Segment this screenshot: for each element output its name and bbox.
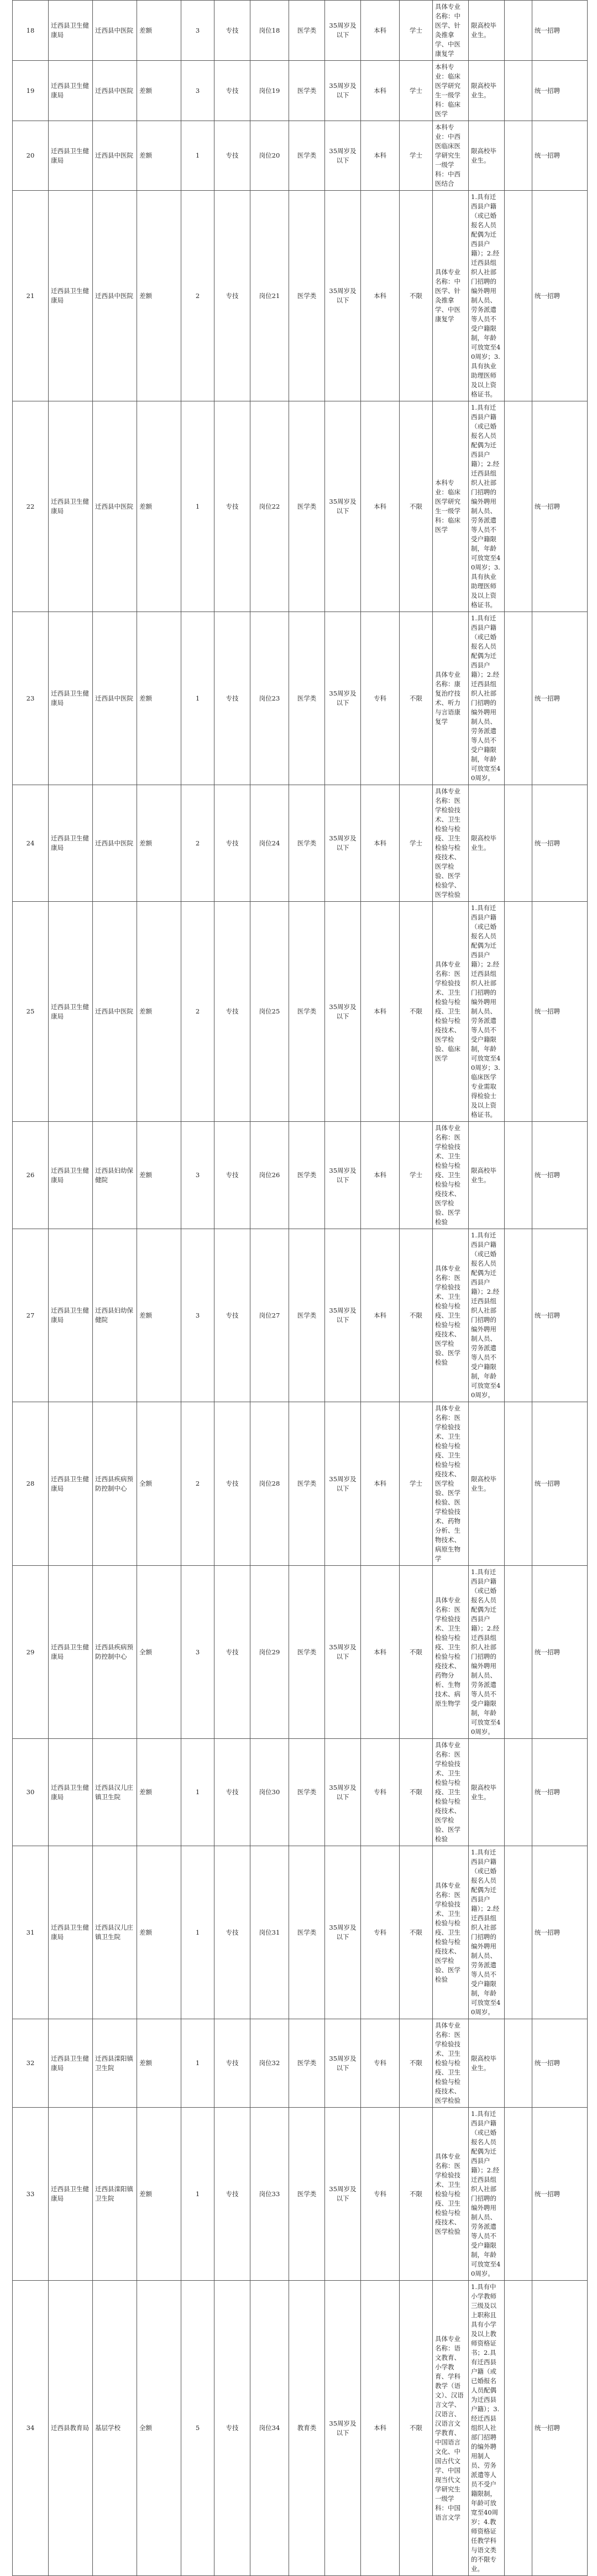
cell-category: 医学类: [289, 1229, 325, 1402]
cell-age: 35周岁及以下: [325, 785, 361, 902]
cell-funding: 全额: [137, 2281, 181, 2576]
cell-unit: 迁西县中医院: [93, 902, 137, 1122]
cell-category: 医学类: [289, 401, 325, 612]
table-body: [13, 1, 588, 2576]
cell-unit: 迁西县妇幼保健院: [93, 1229, 137, 1402]
cell-number: 26: [13, 1122, 49, 1229]
cell-age: 35周岁及以下: [325, 401, 361, 612]
cell-post-code: 岗位27: [250, 1229, 289, 1402]
cell-department: 迁西县卫生健康局: [49, 1122, 93, 1229]
cell-note: 统一招聘: [532, 1122, 588, 1229]
cell-funding: 差额: [137, 191, 181, 401]
cell-number: 21: [13, 191, 49, 401]
cell-degree: 不限: [400, 902, 433, 1122]
cell-post-code: 岗位18: [250, 1, 289, 61]
cell-number: 25: [13, 902, 49, 1122]
cell-category: 医学类: [289, 2019, 325, 2108]
cell-post-code: 岗位31: [250, 1846, 289, 2019]
cell-blank: [505, 902, 532, 1122]
cell-post-type: 专技: [214, 2108, 250, 2281]
cell-note: 统一招聘: [532, 1402, 588, 1566]
cell-post-code: 岗位24: [250, 785, 289, 902]
table-row: [13, 1739, 588, 1846]
cell-funding: 差额: [137, 121, 181, 191]
cell-education: 本科: [361, 401, 400, 612]
cell-post-type: 专技: [214, 401, 250, 612]
cell-count: 2: [181, 191, 214, 401]
cell-note: 统一招聘: [532, 612, 588, 785]
cell-post-type: 专技: [214, 1566, 250, 1739]
cell-funding: 差额: [137, 1739, 181, 1846]
cell-number: 24: [13, 785, 49, 902]
cell-education: 本科: [361, 1566, 400, 1739]
cell-other-requirements: 1.具有迁西县户籍（或已婚报名人员配偶为迁西县户籍）；2.经迁西县组织人社部门招聘的编外聘用制人员、劳务派遣等人员不受户籍限制，年龄可放宽至40周岁；3.具有执业助理医师及以上资格证书。: [469, 191, 505, 401]
cell-department: 迁西县卫生健康局: [49, 2019, 93, 2108]
cell-major: 本科专业：临床医学研究生一级学科：临床医学: [433, 401, 469, 612]
cell-other-requirements: 限高校毕业生。: [469, 1402, 505, 1566]
cell-number: 30: [13, 1739, 49, 1846]
cell-department: 迁西县卫生健康局: [49, 191, 93, 401]
cell-count: 1: [181, 2019, 214, 2108]
cell-category: 教育类: [289, 2281, 325, 2576]
cell-other-requirements: 限高校毕业生。: [469, 1, 505, 61]
cell-number: 22: [13, 401, 49, 612]
cell-post-type: 专技: [214, 121, 250, 191]
cell-age: 35周岁及以下: [325, 1846, 361, 2019]
cell-number: 27: [13, 1229, 49, 1402]
cell-department: 迁西县卫生健康局: [49, 1846, 93, 2019]
cell-degree: 不限: [400, 2019, 433, 2108]
cell-education: 本科: [361, 902, 400, 1122]
cell-education: 本科: [361, 785, 400, 902]
cell-unit: 迁西县汉儿庄镇卫生院: [93, 1846, 137, 2019]
cell-category: 医学类: [289, 785, 325, 902]
cell-funding: 差额: [137, 2108, 181, 2281]
cell-post-type: 专技: [214, 612, 250, 785]
cell-degree: 不限: [400, 401, 433, 612]
cell-department: 迁西县卫生健康局: [49, 2108, 93, 2281]
cell-degree: 学士: [400, 121, 433, 191]
cell-degree: 不限: [400, 1739, 433, 1846]
cell-post-code: 岗位28: [250, 1402, 289, 1566]
cell-blank: [505, 1, 532, 61]
cell-funding: 差额: [137, 1122, 181, 1229]
cell-education: 本科: [361, 1229, 400, 1402]
cell-post-type: 专技: [214, 2019, 250, 2108]
cell-post-type: 专技: [214, 61, 250, 121]
cell-other-requirements: 1.具有迁西县户籍（或已婚报名人员配偶为迁西县户籍）；2.经迁西县组织人社部门招聘的编外聘用制人员、劳务派遣等人员不受户籍限制，年龄可放宽至40周岁；3.具有执业助理医师及以上资格证书。: [469, 401, 505, 612]
cell-blank: [505, 2019, 532, 2108]
cell-unit: 迁西县滦阳镇卫生院: [93, 2108, 137, 2281]
cell-department: 迁西县卫生健康局: [49, 785, 93, 902]
cell-education: 本科: [361, 2281, 400, 2576]
table-row: [13, 1, 588, 61]
cell-count: 3: [181, 1566, 214, 1739]
cell-degree: 不限: [400, 1566, 433, 1739]
cell-other-requirements: 限高校毕业生。: [469, 121, 505, 191]
cell-age: 35周岁及以下: [325, 191, 361, 401]
cell-degree: 学士: [400, 61, 433, 121]
table-row: [13, 1566, 588, 1739]
cell-degree: 学士: [400, 1402, 433, 1566]
cell-education: 专科: [361, 612, 400, 785]
cell-count: 1: [181, 1739, 214, 1846]
cell-blank: [505, 2108, 532, 2281]
cell-funding: 差额: [137, 612, 181, 785]
cell-category: 医学类: [289, 612, 325, 785]
cell-blank: [505, 1566, 532, 1739]
cell-degree: 不限: [400, 1229, 433, 1402]
cell-category: 医学类: [289, 1402, 325, 1566]
cell-category: 医学类: [289, 1566, 325, 1739]
cell-unit: 迁西县中医院: [93, 121, 137, 191]
cell-number: 19: [13, 61, 49, 121]
cell-category: 医学类: [289, 121, 325, 191]
cell-number: 23: [13, 612, 49, 785]
cell-department: 迁西县卫生健康局: [49, 401, 93, 612]
cell-major: 具体专业名称：医学检验技术、卫生检验与检疫、卫生检验与检疫技术、药物分析、生物技术、病原生物学: [433, 1566, 469, 1739]
cell-other-requirements: 1.具有迁西县户籍（或已婚报名人员配偶为迁西县户籍）；2.经迁西县组织人社部门招聘的编外聘用制人员、劳务派遣等人员不受户籍限制，年龄可放宽至40周岁。: [469, 2108, 505, 2281]
cell-number: 33: [13, 2108, 49, 2281]
cell-degree: 不限: [400, 2281, 433, 2576]
cell-note: 统一招聘: [532, 1229, 588, 1402]
cell-other-requirements: 限高校毕业生。: [469, 1739, 505, 1846]
cell-blank: [505, 1402, 532, 1566]
cell-unit: 迁西县汉儿庄镇卫生院: [93, 1739, 137, 1846]
cell-other-requirements: 1.具有迁西县户籍（或已婚报名人员配偶为迁西县户籍）；2.经迁西县组织人社部门招聘的编外聘用制人员、劳务派遣等人员不受户籍限制，年龄可放宽至40周岁。: [469, 1229, 505, 1402]
cell-age: 35周岁及以下: [325, 2281, 361, 2576]
cell-funding: 全额: [137, 1402, 181, 1566]
cell-note: 统一招聘: [532, 1739, 588, 1846]
cell-unit: 迁西县中医院: [93, 1, 137, 61]
cell-major: 具体专业名称：医学检验技术、卫生检验与检疫、卫生检验与检疫技术、医学检验、医学检验: [433, 1846, 469, 2019]
cell-age: 35周岁及以下: [325, 61, 361, 121]
cell-count: 3: [181, 1122, 214, 1229]
cell-unit: 迁西县中医院: [93, 785, 137, 902]
cell-funding: 差额: [137, 61, 181, 121]
cell-education: 本科: [361, 1402, 400, 1566]
cell-post-type: 专技: [214, 2281, 250, 2576]
cell-department: 迁西县卫生健康局: [49, 1, 93, 61]
cell-other-requirements: 1.具有中小学教师三级及以上职称且具有小学及以上教师资格证书；2.具有迁西县户籍（或已婚报名人员配偶为迁西县户籍）；3.经迁西县组织人社部门招聘的编外聘用制人员、劳务派遣等人员不受户籍限制，年龄可放宽至40周岁；4.教师资格证任教学科与语文类的不限专业。: [469, 2281, 505, 2576]
cell-major: 具体专业名称：医学检验技术、卫生检验与检疫、卫生检验与检疫技术、医学检验、医学检验: [433, 1739, 469, 1846]
cell-count: 1: [181, 401, 214, 612]
cell-category: 医学类: [289, 61, 325, 121]
cell-note: 统一招聘: [532, 1846, 588, 2019]
cell-other-requirements: 1.具有迁西县户籍（或已婚报名人员配偶为迁西县户籍）；2.经迁西县组织人社部门招聘的编外聘用制人员、劳务派遣等人员不受户籍限制，年龄可放宽至40周岁。: [469, 612, 505, 785]
cell-post-code: 岗位30: [250, 1739, 289, 1846]
cell-count: 2: [181, 1402, 214, 1566]
cell-other-requirements: 1.具有迁西县户籍（或已婚报名人员配偶为迁西县户籍）；2.经迁西县组织人社部门招聘的编外聘用制人员、劳务派遣等人员不受户籍限制，年龄可放宽至40周岁。: [469, 1846, 505, 2019]
cell-unit: 基层学校: [93, 2281, 137, 2576]
cell-note: 统一招聘: [532, 1, 588, 61]
cell-major: 具体专业名称：医学检验技术、卫生检验与检疫、卫生检验与检疫技术、医学检验: [433, 2108, 469, 2281]
cell-note: 统一招聘: [532, 2019, 588, 2108]
cell-funding: 差额: [137, 1846, 181, 2019]
table-row: [13, 612, 588, 785]
cell-department: 迁西县卫生健康局: [49, 612, 93, 785]
cell-degree: 不限: [400, 2108, 433, 2281]
table-row: [13, 1229, 588, 1402]
cell-count: 2: [181, 785, 214, 902]
cell-blank: [505, 1229, 532, 1402]
cell-unit: 迁西县疾病预防控制中心: [93, 1566, 137, 1739]
table-row: [13, 785, 588, 902]
cell-category: 医学类: [289, 902, 325, 1122]
cell-unit: 迁西县中医院: [93, 612, 137, 785]
table-row: [13, 121, 588, 191]
cell-note: 统一招聘: [532, 1566, 588, 1739]
cell-degree: 学士: [400, 785, 433, 902]
cell-blank: [505, 401, 532, 612]
cell-other-requirements: 限高校毕业生。: [469, 61, 505, 121]
cell-count: 5: [181, 2281, 214, 2576]
cell-major: 具体专业名称：中医学、针灸推拿学、中医康复学: [433, 1, 469, 61]
cell-department: 迁西县教育局: [49, 2281, 93, 2576]
cell-education: 本科: [361, 121, 400, 191]
cell-number: 20: [13, 121, 49, 191]
cell-department: 迁西县卫生健康局: [49, 902, 93, 1122]
cell-post-code: 岗位21: [250, 191, 289, 401]
cell-other-requirements: 限高校毕业生。: [469, 1122, 505, 1229]
cell-post-type: 专技: [214, 1846, 250, 2019]
cell-note: 统一招聘: [532, 902, 588, 1122]
cell-funding: 差额: [137, 902, 181, 1122]
cell-major: 具体专业名称：康复治疗技术、听力与言语康复学: [433, 612, 469, 785]
cell-category: 医学类: [289, 1846, 325, 2019]
cell-unit: 迁西县中医院: [93, 61, 137, 121]
cell-funding: 差额: [137, 2019, 181, 2108]
cell-note: 统一招聘: [532, 61, 588, 121]
cell-post-code: 岗位25: [250, 902, 289, 1122]
cell-blank: [505, 1122, 532, 1229]
cell-number: 18: [13, 1, 49, 61]
cell-count: 3: [181, 1, 214, 61]
cell-department: 迁西县卫生健康局: [49, 61, 93, 121]
cell-post-code: 岗位33: [250, 2108, 289, 2281]
cell-post-code: 岗位22: [250, 401, 289, 612]
cell-age: 35周岁及以下: [325, 1, 361, 61]
cell-other-requirements: 限高校毕业生。: [469, 2019, 505, 2108]
cell-degree: 学士: [400, 1, 433, 61]
cell-unit: 迁西县中医院: [93, 401, 137, 612]
cell-department: 迁西县卫生健康局: [49, 1402, 93, 1566]
cell-post-code: 岗位19: [250, 61, 289, 121]
cell-degree: 不限: [400, 191, 433, 401]
cell-major: 具体专业名称：医学检验技术、卫生检验与检疫、卫生检验与检疫技术、医学检验、医学检验学、医学检验: [433, 785, 469, 902]
cell-funding: 差额: [137, 401, 181, 612]
cell-post-type: 专技: [214, 902, 250, 1122]
table-row: [13, 401, 588, 612]
cell-count: 1: [181, 2108, 214, 2281]
cell-post-code: 岗位34: [250, 2281, 289, 2576]
cell-note: 统一招聘: [532, 191, 588, 401]
cell-major: 具体专业名称：医学检验技术、卫生检验与检疫、卫生检验与检疫技术、医学检验、医学检验、医学检验技术、药物分析、生物技术、病原生物学: [433, 1402, 469, 1566]
cell-major: 本科专业：中西医临床医学研究生一级学科：中西医结合: [433, 121, 469, 191]
recruitment-table: [12, 0, 588, 2576]
cell-category: 医学类: [289, 1122, 325, 1229]
cell-education: 专科: [361, 1739, 400, 1846]
cell-major: 具体专业名称：医学检验技术、卫生检验与检疫、卫生检验与检疫技术、医学检验、医学检验: [433, 1122, 469, 1229]
cell-age: 35周岁及以下: [325, 902, 361, 1122]
table-row: [13, 1846, 588, 2019]
cell-education: 专科: [361, 2019, 400, 2108]
cell-post-type: 专技: [214, 1, 250, 61]
cell-unit: 迁西县中医院: [93, 191, 137, 401]
cell-number: 29: [13, 1566, 49, 1739]
cell-age: 35周岁及以下: [325, 121, 361, 191]
cell-category: 医学类: [289, 2108, 325, 2281]
table-row: [13, 1122, 588, 1229]
cell-major: 具体专业名称：语文教育、小学教育、学科教学（语文）、汉语言文学、汉语言、汉语言文学教育、中国语言文化、中国古代文学、中国现当代文学研究生一级学科：中国语言文学: [433, 2281, 469, 2576]
cell-degree: 不限: [400, 612, 433, 785]
cell-blank: [505, 61, 532, 121]
cell-department: 迁西县卫生健康局: [49, 121, 93, 191]
cell-post-code: 岗位29: [250, 1566, 289, 1739]
cell-post-type: 专技: [214, 191, 250, 401]
cell-degree: 不限: [400, 1846, 433, 2019]
cell-major: 具体专业名称：医学检验技术、卫生检验与检疫、卫生检验与检疫技术、医学检验、医学检验: [433, 1229, 469, 1402]
cell-note: 统一招聘: [532, 2281, 588, 2576]
cell-blank: [505, 191, 532, 401]
cell-age: 35周岁及以下: [325, 2108, 361, 2281]
cell-note: 统一招聘: [532, 401, 588, 612]
table-row: [13, 2108, 588, 2281]
cell-blank: [505, 1739, 532, 1846]
cell-unit: 迁西县疾病预防控制中心: [93, 1402, 137, 1566]
cell-age: 35周岁及以下: [325, 1739, 361, 1846]
cell-education: 专科: [361, 1846, 400, 2019]
cell-major: 具体专业名称：医学检验技术、卫生检验与检疫、卫生检验与检疫技术、医学检验、临床医学: [433, 902, 469, 1122]
cell-post-type: 专技: [214, 1229, 250, 1402]
cell-major: 本科专业：临床医学研究生一级学科：临床医学: [433, 61, 469, 121]
table-row: [13, 61, 588, 121]
cell-education: 专科: [361, 2108, 400, 2281]
table-row: [13, 902, 588, 1122]
table-row: [13, 1402, 588, 1566]
cell-funding: 差额: [137, 1, 181, 61]
cell-other-requirements: 1.具有迁西县户籍（或已婚报名人员配偶为迁西县户籍）；2.经迁西县组织人社部门招聘的编外聘用制人员、劳务派遣等人员不受户籍限制，年龄可放宽至40周岁。: [469, 1566, 505, 1739]
cell-education: 本科: [361, 61, 400, 121]
cell-category: 医学类: [289, 1739, 325, 1846]
cell-count: 3: [181, 61, 214, 121]
cell-category: 医学类: [289, 1, 325, 61]
cell-unit: 迁西县妇幼保健院: [93, 1122, 137, 1229]
cell-blank: [505, 2281, 532, 2576]
cell-post-type: 专技: [214, 1402, 250, 1566]
cell-number: 28: [13, 1402, 49, 1566]
cell-age: 35周岁及以下: [325, 612, 361, 785]
cell-major: 具体专业名称：中医学、针灸推拿学、中医康复学: [433, 191, 469, 401]
cell-other-requirements: 1.具有迁西县户籍（或已婚报名人员配偶为迁西县户籍）；2.经迁西县组织人社部门招聘的编外聘用制人员、劳务派遣等人员不受户籍限制，年龄可放宽至40周岁；3.临床医学专业需取得检验士及以上资格证书。: [469, 902, 505, 1122]
cell-age: 35周岁及以下: [325, 1229, 361, 1402]
cell-department: 迁西县卫生健康局: [49, 1739, 93, 1846]
cell-age: 35周岁及以下: [325, 1402, 361, 1566]
cell-age: 35周岁及以下: [325, 1122, 361, 1229]
cell-blank: [505, 1846, 532, 2019]
cell-unit: 迁西县滦阳镇卫生院: [93, 2019, 137, 2108]
cell-count: 3: [181, 1229, 214, 1402]
cell-education: 本科: [361, 191, 400, 401]
cell-age: 35周岁及以下: [325, 2019, 361, 2108]
cell-education: 本科: [361, 1122, 400, 1229]
cell-number: 32: [13, 2019, 49, 2108]
cell-number: 34: [13, 2281, 49, 2576]
cell-other-requirements: 限高校毕业生。: [469, 785, 505, 902]
cell-post-type: 专技: [214, 1122, 250, 1229]
cell-count: 1: [181, 1846, 214, 2019]
cell-funding: 差额: [137, 1229, 181, 1402]
cell-count: 1: [181, 121, 214, 191]
cell-count: 2: [181, 902, 214, 1122]
table-row: [13, 2281, 588, 2576]
cell-category: 医学类: [289, 191, 325, 401]
cell-blank: [505, 785, 532, 902]
cell-count: 1: [181, 612, 214, 785]
table-row: [13, 2019, 588, 2108]
cell-post-code: 岗位32: [250, 2019, 289, 2108]
cell-post-code: 岗位23: [250, 612, 289, 785]
cell-blank: [505, 612, 532, 785]
cell-department: 迁西县卫生健康局: [49, 1566, 93, 1739]
cell-degree: 学士: [400, 1122, 433, 1229]
cell-number: 31: [13, 1846, 49, 2019]
cell-post-type: 专技: [214, 785, 250, 902]
cell-funding: 差额: [137, 785, 181, 902]
cell-post-type: 专技: [214, 1739, 250, 1846]
table-row: [13, 191, 588, 401]
cell-note: 统一招聘: [532, 2108, 588, 2281]
cell-age: 35周岁及以下: [325, 1566, 361, 1739]
cell-note: 统一招聘: [532, 785, 588, 902]
cell-post-code: 岗位26: [250, 1122, 289, 1229]
cell-major: 具体专业名称：医学检验技术、卫生检验与检疫、卫生检验与检疫技术、医学检验: [433, 2019, 469, 2108]
cell-note: 统一招聘: [532, 121, 588, 191]
cell-department: 迁西县卫生健康局: [49, 1229, 93, 1402]
cell-funding: 全额: [137, 1566, 181, 1739]
cell-education: 本科: [361, 1, 400, 61]
cell-blank: [505, 121, 532, 191]
cell-post-code: 岗位20: [250, 121, 289, 191]
